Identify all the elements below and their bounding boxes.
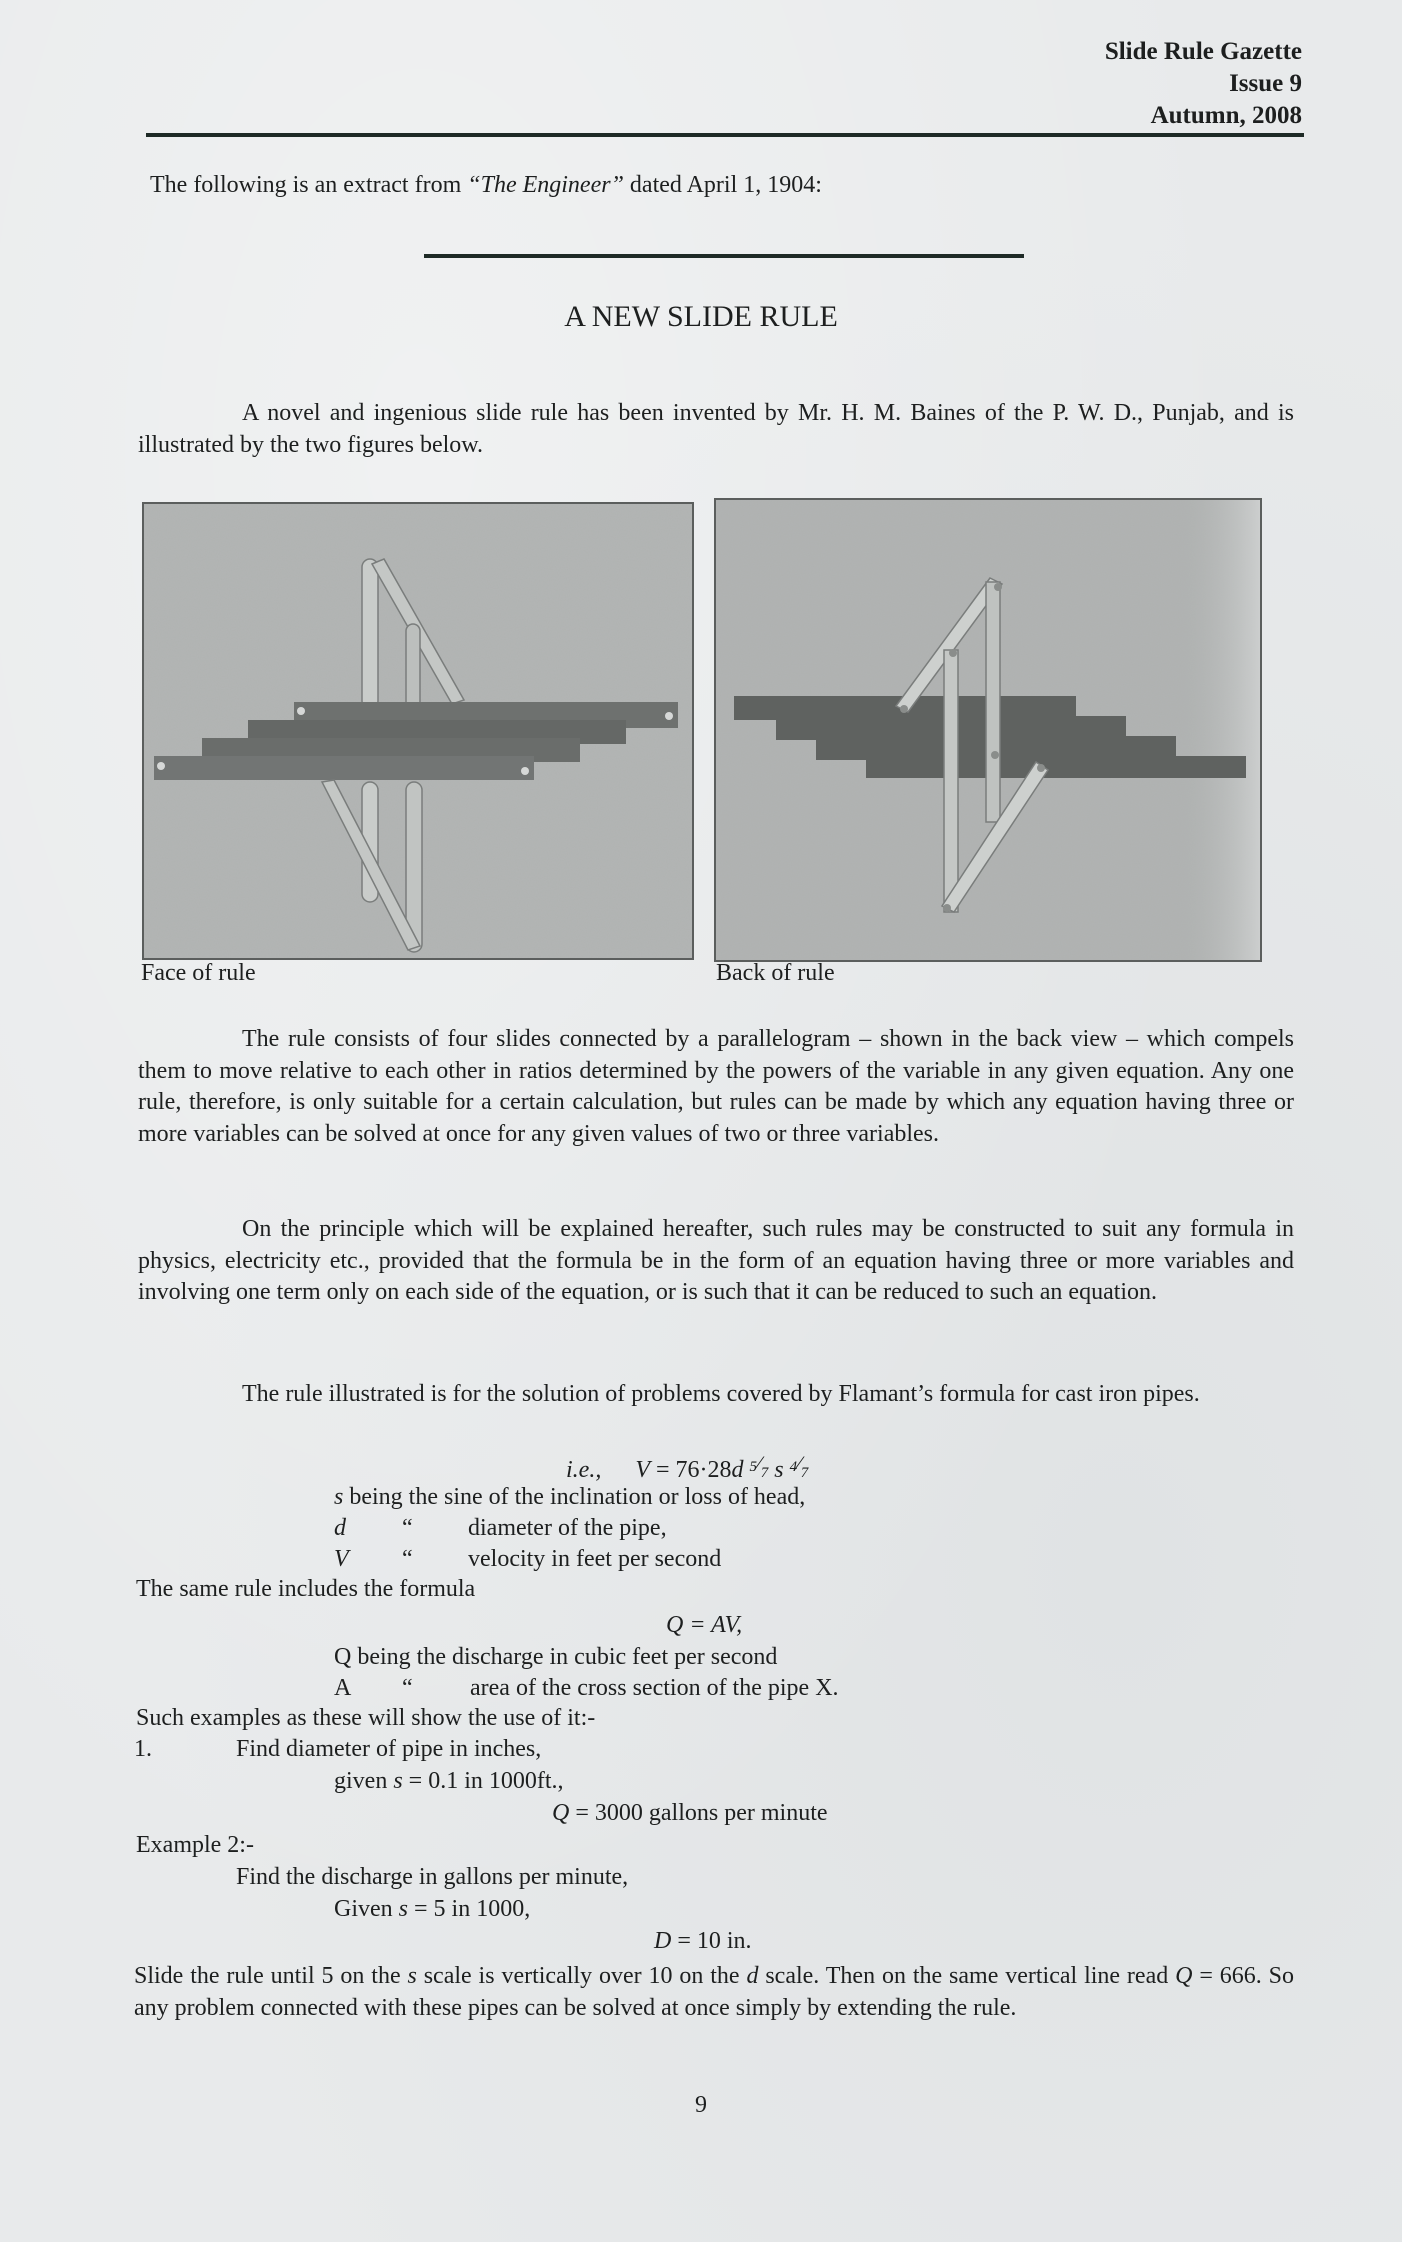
examples-intro: Such examples as these will show the use of it:- — [136, 1705, 596, 1731]
publication-name: Slide Rule Gazette — [1104, 38, 1302, 65]
paragraph-principle — [138, 1214, 1294, 1309]
given-value: = 10 in. — [671, 1928, 752, 1954]
paragraph-mechanism — [138, 1024, 1294, 1150]
formula-exponent: 4⁄7 — [789, 1451, 809, 1481]
definition-symbol: d — [334, 1515, 346, 1541]
example-1-q — [552, 1798, 828, 1829]
formula-prefix: i.e., — [566, 1457, 602, 1483]
definition-d — [334, 1513, 667, 1544]
issue-date: Autumn, 2008 — [1150, 102, 1302, 129]
intro-text: The following is an extract from — [150, 172, 468, 198]
face-of-rule-image — [144, 504, 692, 958]
source-title: “The Engineer” — [467, 172, 624, 198]
example-2-task: Find the discharge in gallons per minute, — [236, 1864, 629, 1890]
conclusion-text: Slide the rule until 5 on the — [134, 1963, 408, 1989]
figure-caption: Back of rule — [716, 960, 835, 986]
given-value: = 3000 gallons per minute — [569, 1800, 828, 1826]
paragraph-text: On the principle which will be explained hereafter, such rules may be constructed to suit any formula in physics, electricity etc., provided that the formula be in the form of an equation having three or more variables and involving one term only on each side of the equation, or is such that it can be reduced to such an equation. — [138, 1216, 1294, 1305]
conclusion-variable: d — [746, 1963, 759, 1989]
definition-symbol: s — [334, 1484, 344, 1510]
paragraph-conclusion — [134, 1961, 1294, 2024]
example-2-given — [334, 1894, 530, 1925]
conclusion-text: scale is vertically over 10 on the — [416, 1963, 747, 1989]
paragraph-intro — [138, 398, 1294, 461]
given-label: Given — [334, 1896, 399, 1922]
paragraph-text: The rule consists of four slides connected by a parallelogram – shown in the back view – which compels them to move relative to each other in ratios determined by the powers of the variable in any given equation. Any one rule, therefore, is only suitable for a certain calculation, but rules can be made by which any equation having three or more variables can be solved at once for any given values of two or three variables. — [138, 1026, 1294, 1147]
given-variable: D — [654, 1928, 672, 1954]
definition-symbol: Q — [334, 1644, 352, 1670]
exponent-numerator: 5 — [749, 1459, 758, 1475]
definition-s — [334, 1482, 805, 1513]
formula-coefficient: 76·28 — [675, 1457, 732, 1483]
intro-line — [150, 170, 822, 201]
definition-q — [334, 1642, 777, 1673]
example-1-given — [334, 1766, 564, 1797]
given-variable: s — [398, 1896, 408, 1922]
back-of-rule-image — [716, 500, 1260, 960]
definition-text: velocity in feet per second — [468, 1546, 722, 1572]
definition-symbol: V — [334, 1546, 349, 1572]
running-header — [1105, 36, 1302, 132]
issue-number: Issue 9 — [1229, 70, 1302, 97]
discharge-formula: Q = AV, — [666, 1612, 743, 1638]
conclusion-text: = 666. So any problem connected with these pipes can be solved at once simply by extending the rule. — [134, 1963, 1295, 2021]
example-2-label: Example 2:- — [136, 1832, 254, 1858]
exponent-denominator: 7 — [800, 1465, 809, 1481]
formula-equals: = — [650, 1457, 676, 1483]
example-1-number: 1. — [134, 1736, 152, 1762]
given-value: = 5 in 1000, — [408, 1896, 531, 1922]
given-variable: Q — [552, 1800, 570, 1826]
given-value: = 0.1 in 1000ft., — [402, 1768, 564, 1794]
header-divider — [146, 133, 1304, 137]
given-variable: s — [393, 1768, 403, 1794]
page-number: 9 — [695, 2092, 707, 2118]
paragraph-text: The rule illustrated is for the solution of problems covered by Flamant’s formula for cast iron pipes. — [242, 1381, 1200, 1407]
formula-exponent: 5⁄7 — [749, 1451, 769, 1481]
formula-variable: V — [635, 1457, 650, 1483]
figure-face-of-rule — [142, 502, 694, 960]
definition-v — [334, 1544, 721, 1575]
definition-text: being the discharge in cubic feet per second — [351, 1644, 778, 1670]
formula-variable: d — [731, 1457, 744, 1483]
intro-date: dated April 1, 1904: — [623, 172, 822, 198]
section-divider — [424, 254, 1024, 258]
definition-a — [334, 1673, 839, 1704]
ditto-mark: “ — [402, 1675, 413, 1701]
definition-text: area of the cross section of the pipe X. — [470, 1675, 839, 1701]
same-rule-text: The same rule includes the formula — [136, 1576, 476, 1602]
figure-caption: Face of rule — [141, 960, 256, 986]
exponent-numerator: 4 — [789, 1459, 798, 1475]
figure-back-of-rule — [714, 498, 1262, 962]
formula-variable: s — [774, 1457, 784, 1483]
ditto-mark: “ — [402, 1515, 413, 1541]
conclusion-variable: Q — [1175, 1963, 1193, 1989]
exponent-denominator: 7 — [760, 1465, 769, 1481]
article-title: A NEW SLIDE RULE — [564, 300, 838, 333]
conclusion-text: scale. Then on the same vertical line read — [758, 1963, 1176, 1989]
paragraph-text: A novel and ingenious slide rule has been invented by Mr. H. M. Baines of the P. W. D., Punjab, and is illustrated by the two figures below. — [138, 400, 1294, 458]
conclusion-variable: s — [407, 1963, 417, 1989]
paragraph-flamant — [138, 1374, 1294, 1415]
given-label: given — [334, 1768, 394, 1794]
ditto-mark: “ — [402, 1546, 413, 1572]
definition-symbol: A — [334, 1675, 352, 1701]
example-1-task: Find diameter of pipe in inches, — [236, 1736, 542, 1762]
definition-text: being the sine of the inclination or loss of head, — [343, 1484, 806, 1510]
example-2-d — [654, 1926, 752, 1957]
definition-text: diameter of the pipe, — [468, 1515, 667, 1541]
